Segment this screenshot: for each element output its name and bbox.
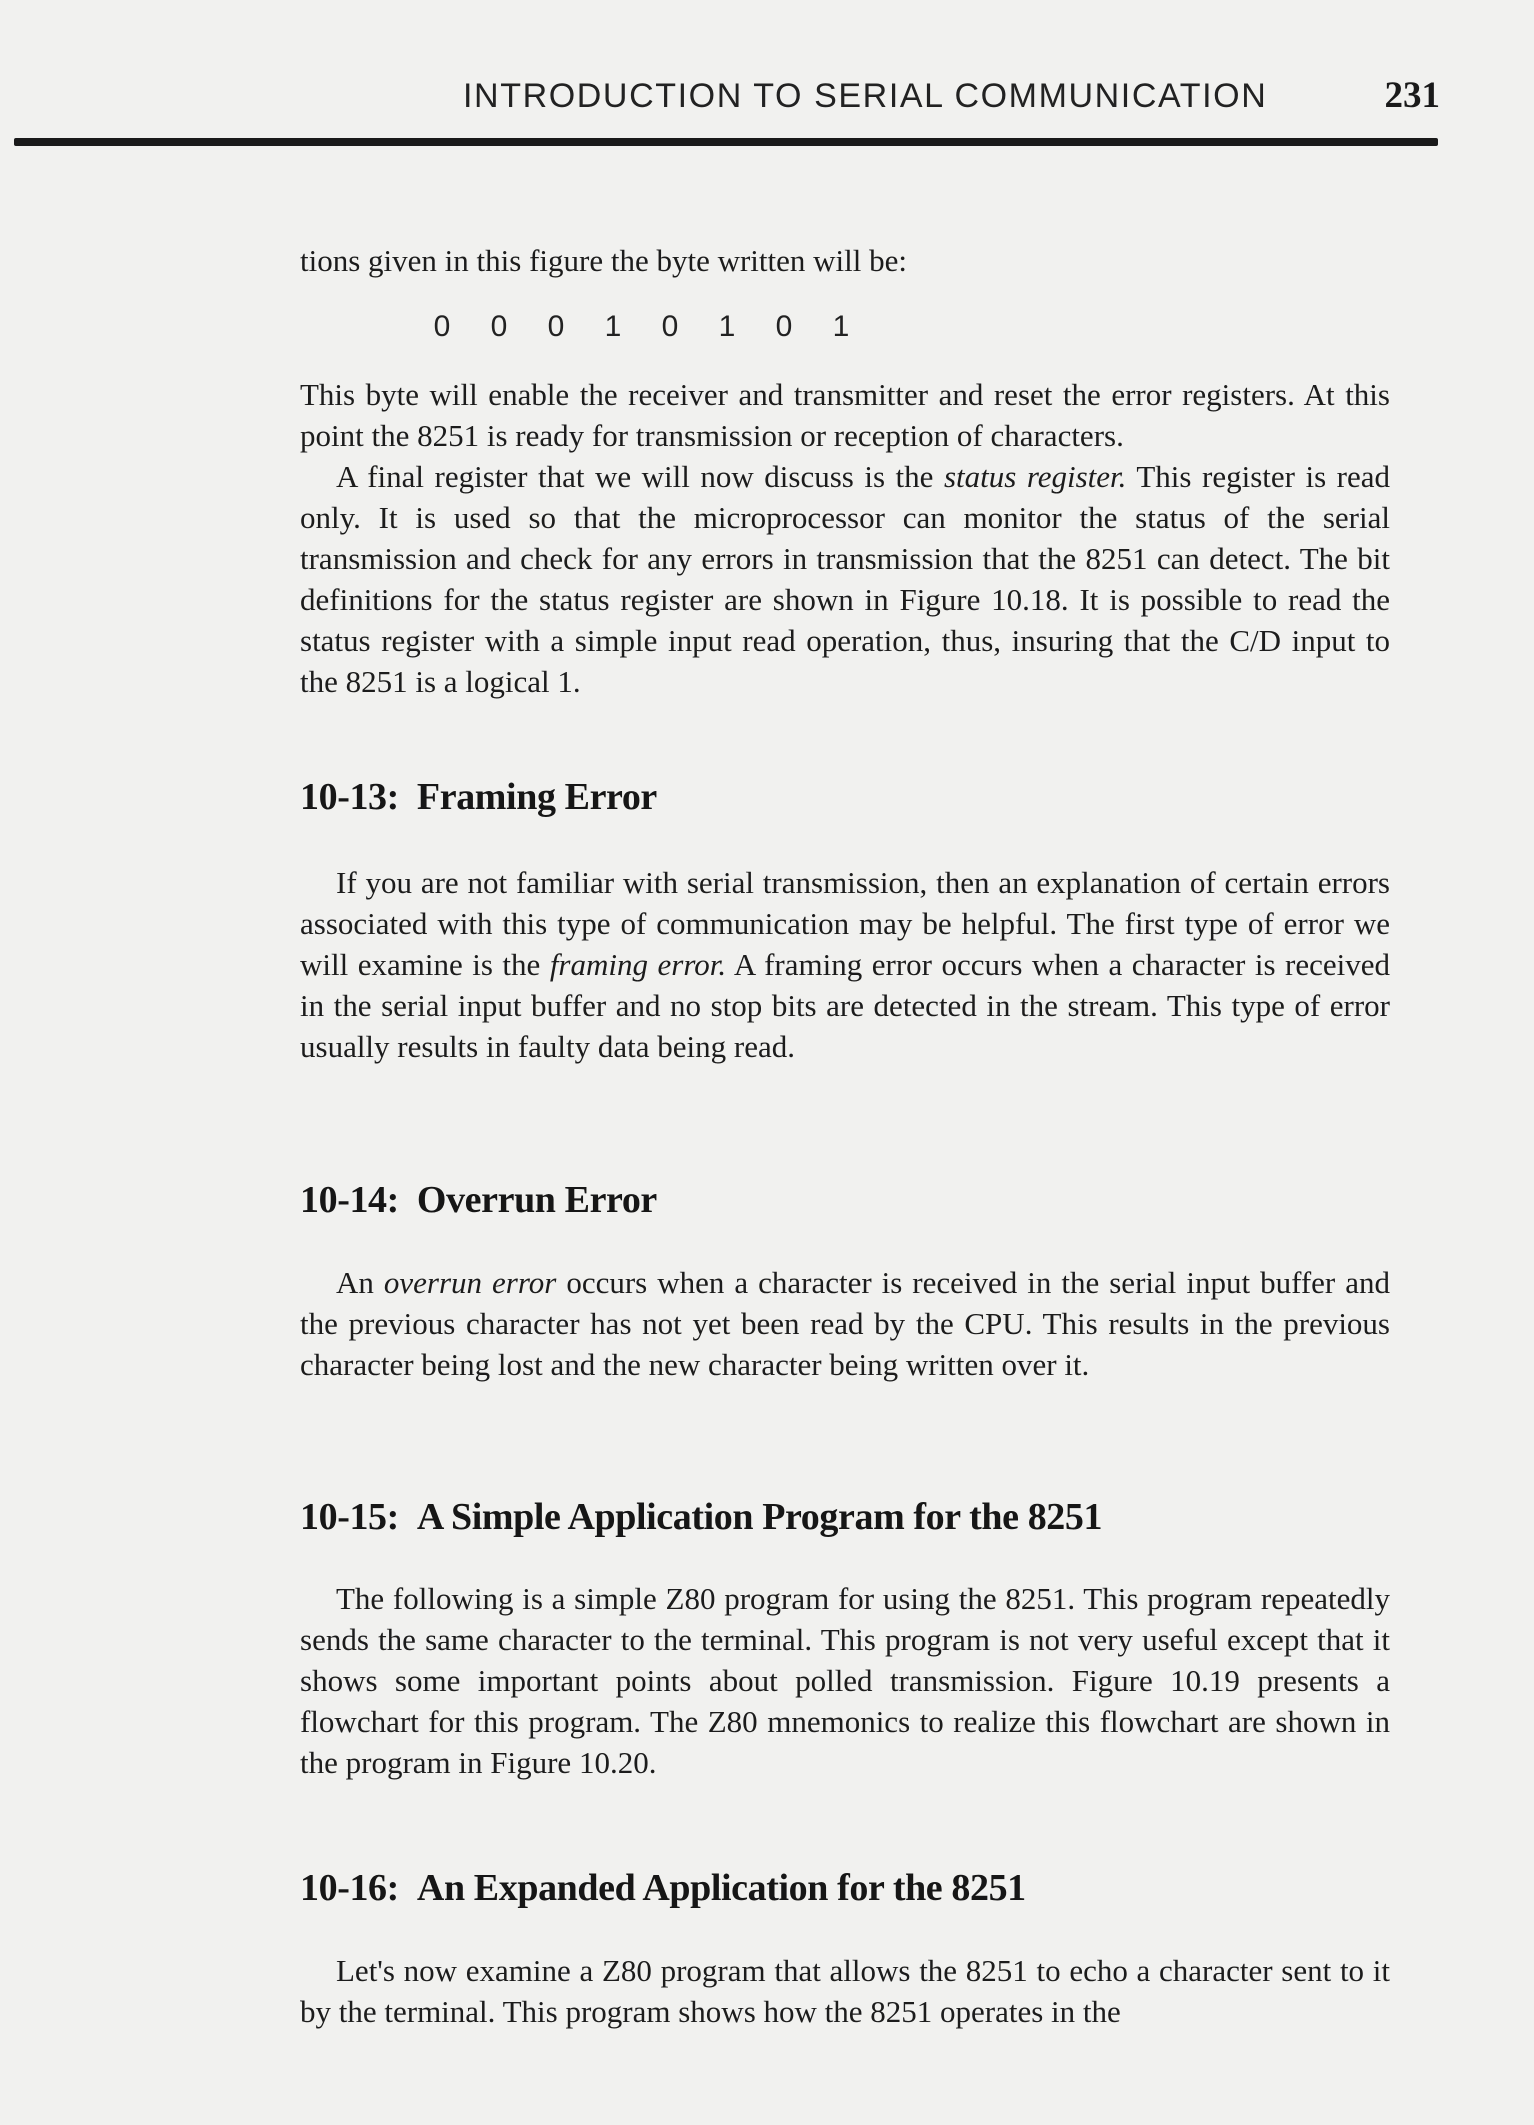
- page-number: 231: [1384, 75, 1440, 116]
- header-rule: [14, 138, 1438, 146]
- text-run: A final register that we will now discuss is the: [336, 459, 944, 494]
- paragraph: Let's now examine a Z80 program that allows the 8251 to echo a character sent to it by the terminal. This program shows how the 8251 operates in the: [300, 1953, 1390, 2029]
- paragraph: This byte will enable the receiver and transmitter and reset the error registers. At this point the 8251 is ready for transmission or reception of characters.: [300, 377, 1390, 453]
- section-number: 10-16:: [300, 1867, 399, 1909]
- section-title: An Expanded Application for the 8251: [416, 1867, 1026, 1909]
- section-body-10-16: [300, 1950, 1390, 2032]
- section-heading-10-16: [300, 1866, 1400, 1910]
- running-head: [300, 74, 1440, 117]
- term-framing-error: framing error.: [549, 947, 727, 982]
- running-title: INTRODUCTION TO SERIAL COMMUNICATION: [463, 77, 1268, 115]
- paragraph: [300, 862, 1390, 1067]
- section-title: A Simple Application Program for the 8251: [416, 1496, 1103, 1538]
- paragraph: The following is a simple Z80 program for using the 8251. This program repeatedly sends the same character to the terminal. This program is not very useful except that it shows some important points about polled transmission. Figure 10.19 presents a flowchart for this program. The Z80 mnemonics to realize this flowchart are shown in the program in Figure 10.20.: [300, 1581, 1390, 1780]
- paragraph: [300, 1262, 1390, 1385]
- section-heading-10-13: [300, 775, 1400, 819]
- intro-line: [300, 240, 1390, 281]
- section-body-10-13: [300, 862, 1390, 1067]
- bit-1: 0: [775, 310, 793, 343]
- intro-line-text: tions given in this figure the byte written will be:: [300, 243, 907, 278]
- bit-6: 0: [490, 310, 508, 343]
- bit-4: 1: [604, 310, 622, 343]
- section-body-10-14: [300, 1262, 1390, 1385]
- term-status-register: status register.: [943, 459, 1127, 494]
- text-run: occurs when a character is received in the serial input buffer and the previous character has not yet been read by the CPU. This results in the previous character being lost and the new character being written over it.: [300, 1265, 1390, 1382]
- text-run: A framing error occurs when a character is received in the serial input buffer and no stop bits are detected in the stream. This type of error usually results in faulty data being read.: [300, 947, 1391, 1064]
- paragraph: [300, 456, 1390, 702]
- section-heading-10-15: [300, 1495, 1400, 1539]
- bit-7: 0: [433, 310, 451, 343]
- byte-value: [430, 310, 853, 344]
- section-number: 10-13:: [300, 776, 399, 818]
- bit-0: 1: [832, 310, 850, 343]
- section-title: Overrun Error: [416, 1179, 657, 1221]
- section-heading-10-14: [300, 1178, 1400, 1222]
- section-number: 10-14:: [300, 1179, 399, 1221]
- text-run: If you are not familiar with serial transmission, then an explanation of certain errors associated with this type of communication may be helpful. The first type of error we will examine is the: [300, 865, 1390, 982]
- text-run: This register is read only. It is used so that the microprocessor can monitor the status of the serial transmission and check for any errors in transmission that the 8251 can detect. The bit definitions for the status register are shown in Figure 10.18. It is possible to read the status register with a simple input read operation, thus, insuring that the C/D input to the 8251 is a logical 1.: [300, 459, 1391, 699]
- text-run: An: [336, 1265, 384, 1300]
- bit-2: 1: [718, 310, 736, 343]
- section-body-10-15: [300, 1578, 1390, 1783]
- term-overrun-error: overrun error: [383, 1265, 557, 1300]
- section-number: 10-15:: [300, 1496, 399, 1538]
- bit-3: 0: [661, 310, 679, 343]
- bit-5: 0: [547, 310, 565, 343]
- section-title: Framing Error: [416, 776, 657, 818]
- intro-body: [300, 374, 1390, 702]
